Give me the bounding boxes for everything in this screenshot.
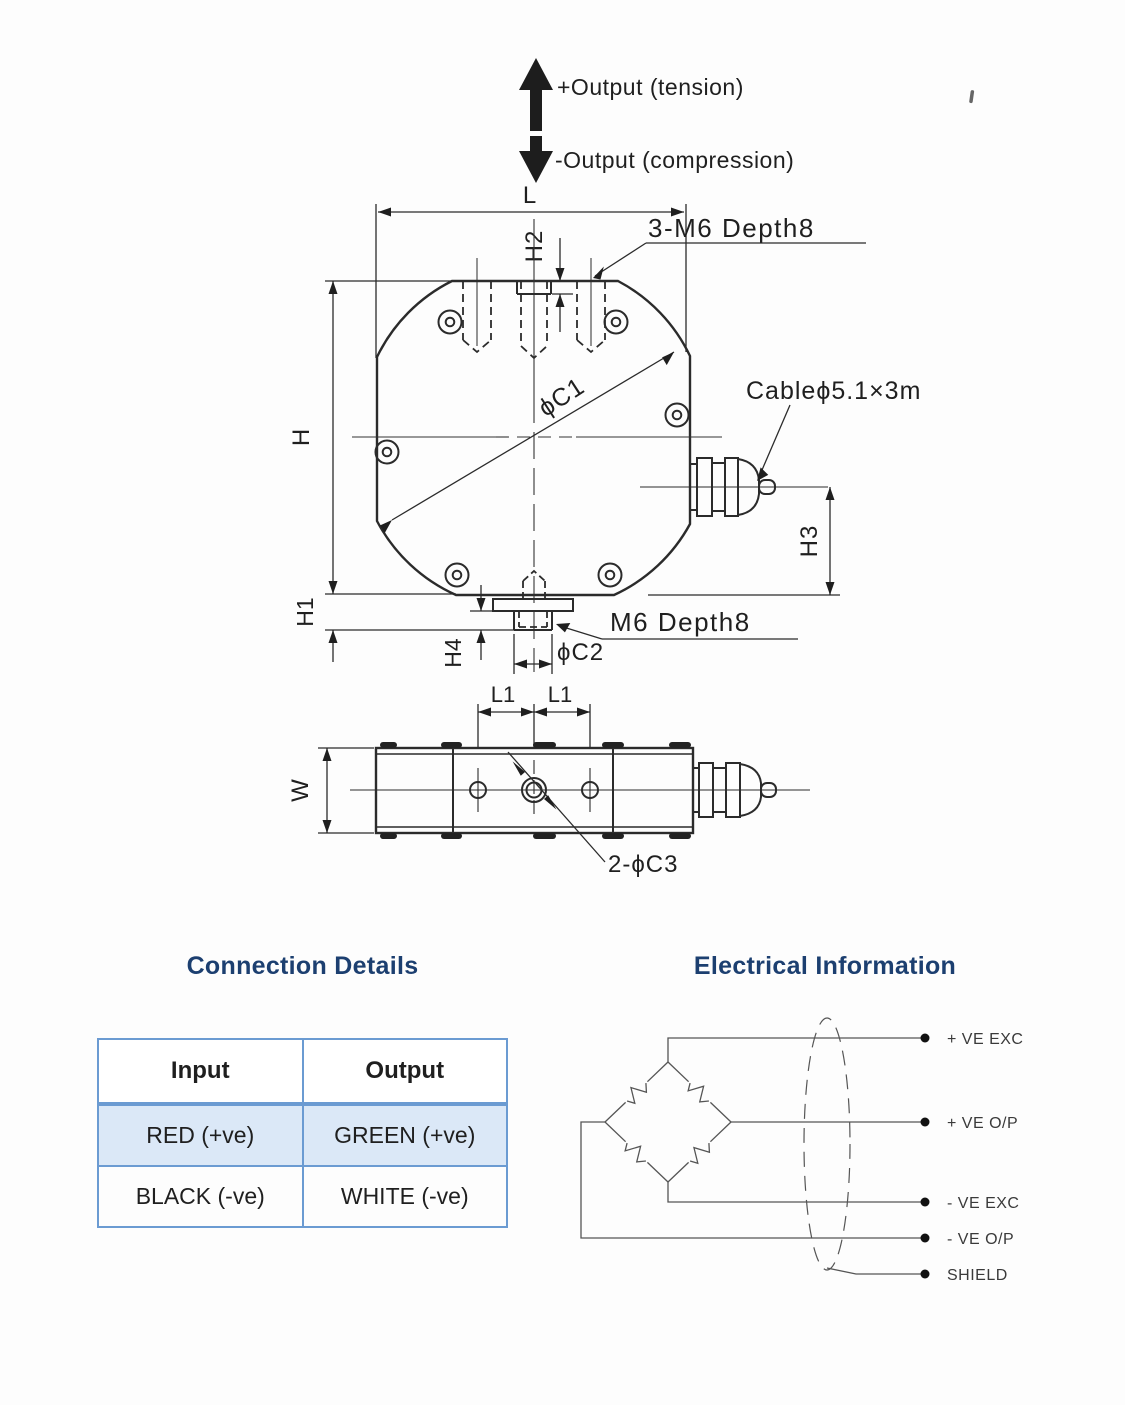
arrowhead	[323, 820, 332, 833]
bolt-holes	[376, 311, 689, 587]
table-header-row	[98, 1039, 507, 1104]
arrowhead	[591, 266, 606, 280]
arrowhead	[323, 748, 332, 761]
bridge-circuit	[581, 1018, 925, 1274]
stray-mark	[969, 90, 974, 103]
arrowhead	[534, 708, 547, 717]
side-view	[350, 748, 810, 833]
dia-C2-label: ϕC2	[557, 639, 605, 666]
output-compression-label: -Output (compression)	[555, 147, 795, 173]
dim-L1	[478, 704, 590, 748]
output-tension-label: +Output (tension)	[557, 74, 744, 100]
holes-C3-label: 2-ϕC3	[608, 851, 679, 878]
centerlines	[352, 219, 722, 672]
cell-input-positive: RED (+ve)	[98, 1104, 303, 1166]
dim-H2-label: H2	[521, 229, 548, 263]
dim-W-label: W	[287, 778, 314, 802]
table-row	[98, 1166, 507, 1227]
dim-H-label: H	[288, 427, 315, 447]
wheatstone-bridge-diagram	[560, 1000, 1125, 1315]
bottom-hole-note: M6 Depth8	[610, 607, 751, 637]
tension-compression-arrow-icon	[519, 58, 553, 183]
arrowhead	[577, 708, 590, 717]
arrowhead	[826, 582, 835, 595]
dim-L1-left-label: L1	[490, 682, 516, 707]
terminal-pos-op: + VE O/P	[947, 1115, 1019, 1132]
cell-output-negative: WHITE (-ve)	[303, 1166, 508, 1227]
dim-L-label: L	[522, 182, 538, 209]
cell-input-negative: BLACK (-ve)	[98, 1166, 303, 1227]
terminal-neg-exc: - VE EXC	[947, 1195, 1020, 1212]
arrowhead	[477, 630, 486, 643]
arrowhead	[514, 660, 527, 669]
dim-H2	[552, 238, 573, 332]
dim-C2	[514, 634, 552, 674]
cell-output-positive: GREEN (+ve)	[303, 1104, 508, 1166]
arrowhead	[329, 581, 338, 594]
arrowhead	[477, 598, 486, 611]
dim-L1-right-label: L1	[547, 682, 573, 707]
arrowhead	[662, 351, 678, 365]
top-holes-note-leader	[595, 243, 866, 276]
arrowhead	[329, 281, 338, 294]
terminal-dots	[921, 1034, 930, 1279]
cable-gland-front	[640, 458, 828, 516]
dim-H4-label: H4	[440, 638, 466, 668]
electrical-information-title: Electrical Information	[693, 952, 957, 980]
arrowhead	[543, 795, 557, 810]
arrowhead	[478, 708, 491, 717]
terminal-pos-exc: + VE EXC	[947, 1031, 1024, 1048]
bottom-boss	[493, 571, 573, 630]
header-input: Input	[98, 1039, 303, 1104]
dim-H1	[325, 630, 516, 662]
dim-H4	[470, 585, 493, 660]
cable-note: Cableϕ5.1×3m	[746, 377, 922, 405]
connection-details-table	[97, 1038, 508, 1228]
arrowhead	[521, 708, 534, 717]
dia-C1-line	[392, 352, 674, 520]
arrowhead	[539, 660, 552, 669]
arrowhead	[329, 630, 338, 643]
top-holes-note: 3-M6 Depth8	[648, 213, 815, 243]
header-output: Output	[303, 1039, 508, 1104]
arrowhead	[556, 268, 565, 281]
table-row	[98, 1104, 507, 1166]
cable-note-leader	[759, 405, 790, 477]
arrowhead	[555, 621, 570, 633]
arrowhead	[826, 487, 835, 500]
dim-H1-label: H1	[292, 597, 318, 627]
arrowhead	[378, 208, 391, 217]
terminal-shield: SHIELD	[947, 1267, 1008, 1284]
dia-C1-label: ϕC1	[533, 372, 590, 423]
connection-details-title: Connection Details	[186, 952, 419, 980]
terminal-neg-op: - VE O/P	[947, 1231, 1015, 1248]
dim-H3-label: H3	[796, 524, 823, 558]
arrowhead	[556, 294, 565, 307]
